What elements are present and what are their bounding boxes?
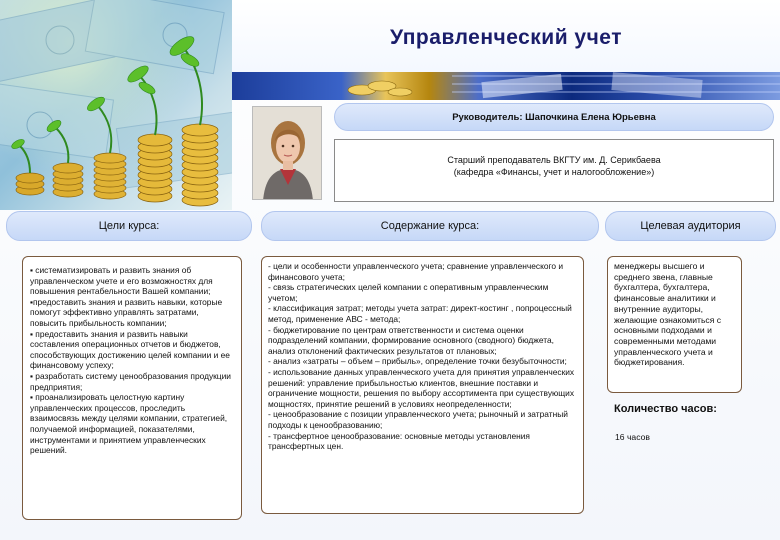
goals-list: [22, 256, 242, 520]
hero-image: [0, 0, 232, 210]
goal-item: ▪предоставить знания и развить навыки, которые помогут эффективно управлять затратами, повысить прибыльность компании;: [30, 296, 223, 328]
position-line-1: Старший преподаватель ВКГТУ им. Д. Серикбаева: [447, 155, 661, 165]
goal-item: ▪ проанализировать целостную картину управленческих процессов, проследить взаимосвязь между целями компании, стратегией, получаемой информацией, показателями, инструментами и принятием управленческих решений.: [30, 392, 228, 456]
page-title: Управленческий учет: [389, 26, 622, 49]
manager-name: Руководитель: Шапочкина Елена Юрьевна: [334, 103, 774, 131]
manager-position: [334, 139, 774, 202]
hours-label: Количество часов:: [614, 403, 717, 415]
decorative-banner: [232, 72, 780, 100]
goal-item: ▪ систематизировать и развить знания об управленческом учете и его возможностях для повышения рентабельности Вашей компании;: [30, 265, 213, 297]
position-line-2: (кафедра «Финансы, учет и налогообложение»): [453, 167, 655, 177]
content-item: - трансфертное ценообразование: основные методы установления трансфертных цен.: [268, 430, 530, 452]
content-item: - связь стратегических целей компании с оперативным управленческим учетом;: [268, 282, 549, 303]
content-item: - бюджетирование по центрам ответственности и система оценки подразделений компании, формирование основного (сводного) бюджета, анализ отклонений фактических результатов от плановых;: [268, 324, 554, 356]
hours-value: 16 часов: [615, 432, 650, 442]
hero-illustration: [0, 0, 232, 210]
content-item: - использование данных управленческого учета для принятия управленческих решений: управление прибыльностью клиентов, внешние поставки и ограничение мощности, решения по выбору ассортимента при существующих мощностях, принятие решений в условиях неопределенности;: [268, 366, 575, 409]
goals-header: Цели курса:: [6, 211, 252, 241]
content-item: - анализ «затраты – объем – прибыль», определение точки безубыточности;: [268, 356, 567, 367]
audience-text: менеджеры высшего и среднего звена, главные бухгалтера, бухгалтера, финансовые аналитики и внутренние аудиторы, желающие ознакомиться с основными подходами и современными методами управленческого учета и бюджетирования.: [607, 256, 742, 393]
banner-illustration: [232, 72, 780, 100]
goal-item: ▪ предоставить знания и развить навыки составления операционных отчетов и бюджетов, способствующих достижению целей компании и ее финансовому успеху;: [30, 328, 230, 371]
content-header: Содержание курса:: [261, 211, 599, 241]
content-list: [261, 256, 584, 514]
manager-photo: [252, 106, 322, 200]
audience-header: Целевая аудитория: [605, 211, 776, 241]
portrait-illustration: [253, 107, 322, 200]
goal-item: ▪ разработать систему ценообразования продукции предприятия;: [30, 370, 231, 392]
content-item: - ценообразование с позиции управленческого учета; рыночный и затратный подходы к ценообразованию;: [268, 409, 568, 430]
content-item: - цели и особенности управленческого учета; сравнение управленческого и финансового учета;: [268, 261, 564, 282]
content-item: - классификация затрат; методы учета затрат: директ-костинг , попроцессный метод, применение АВС - метода;: [268, 303, 572, 324]
